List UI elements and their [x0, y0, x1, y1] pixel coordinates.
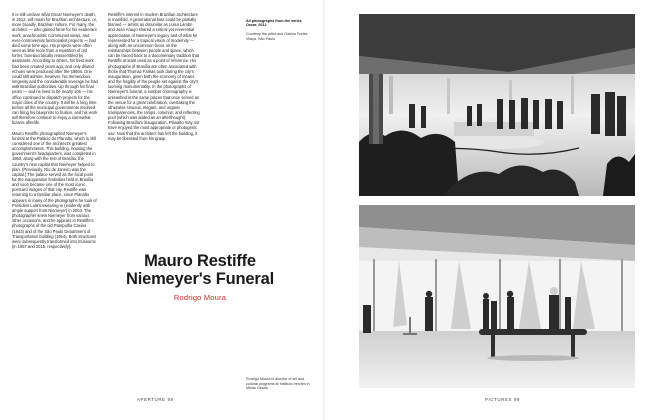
funeral-photo-interior: [359, 14, 635, 196]
folio-left: APERTURE 98: [137, 397, 174, 402]
page-gutter: [323, 0, 325, 420]
article-title-block: [100, 252, 300, 302]
author-bio-caption: Rodrigo Moura is director of art and cultural programs at Instituto Inhotim in Minas Gerais.: [246, 377, 310, 391]
author-byline: Rodrigo Moura: [173, 293, 227, 302]
folio-right: PICTURES 99: [485, 397, 520, 402]
photo-caption-series: All photographs from the series Oscar, 2012: [246, 18, 302, 28]
body-text-column-1: It is still unclear what Oscar Niemeyer's death, in 2012, will mean for Brazilian architecture, or, more broadly, Brazilian culture. For many, the architect — who gained fame for his exuberant work, anachronistic Communist views, and ever-controversial functionalist projects — had died some time ago. His projects were often seen as little more than a repetition of old forms, bureaucratically reassembled by assistants. According to others, his best work had been created years ago, and only diluted echoes were produced after the 1980s. One could still admire, however, his tremendous longevity and the considerable leverage he had with Brazilian authorities. Up through his final years — and he lived to be nearly 105 — his office continued to dispatch projects for the major cities of the country. It will be a long time before all the municipal governments involved can bring his blueprints to fruition, and his work will therefore continue to enjoy a somewhat bizarre afterlife. Mauro Restiffe photographed Niemeyer's funeral at the Palácio do Planalto, which is still considered one of the architect's greatest accomplishments. This building, housing the government's headquarters, was completed in 1960, along with the rest of Brasília, the country's new capital that Niemeyer helped to plan. (Previously, Rio de Janeiro was the capital.) The palace served as the focal point for the inauguration festivities held in Brasília and soon became one of the most iconic postcard images of that city. Restiffe was returning to a familiar place, since Planalto appears in many of the photographs he took of President Lula's swearing-in (evidently with ample support from Niemeyer) in 2003. The photographer knew Niemeyer from various other occasions, and he appears in Restiffe's photographs of the old Pampulha Casino (1943) and of the São Paulo Department of Transportation building (1954). Both structures were subsequently transformed into museums (in 1957 and 2015, respectively).: [12, 12, 98, 250]
funeral-photo-glass-hall: [359, 205, 635, 388]
article-title-line-2: Niemeyer's Funeral: [126, 270, 274, 288]
body-text-column-2: Restiffe's interest in modern Brazilian architecture is manifold. A generational bias could be partially blamed — artists as dissimilar as Luisa Lambri and Juan Araujo shared a critical yet reverential appreciation of Niemeyer's legacy and of what he represented for a tropical vision of modernity — along with an uncommon focus on the relationships between people and space, which can be traced back to a documentary tradition that Restiffe at least used as a point of reference. His photographs of Brasília are often associated with those that Thomaz Farkas took during the city's inauguration, given both the economy of means and the fragility of the people set against the city's looming monumentality. In the photographs of Niemeyer's funeral, a somber choreography is unleashed in the same places that once served as the venue for a great celebration, overtaking the otherwise sinuous, elegant, and organic transparencies, the ramps, columns, and reflecting pool (which was added as an afterthought). Following Brasília's inauguration, Planalto may not have enjoyed the most appropriate or photogenic use. Now that the architect has left the building, it may be liberated from his grasp.: [108, 12, 200, 141]
article-title: [100, 252, 300, 288]
photo-caption-credit: Courtesy the artist and Galeria Fortes Vilaça, São Paulo: [246, 32, 308, 41]
photo-caption-top: [246, 14, 312, 46]
article-title-line-1: Mauro Restiffe: [144, 252, 256, 270]
